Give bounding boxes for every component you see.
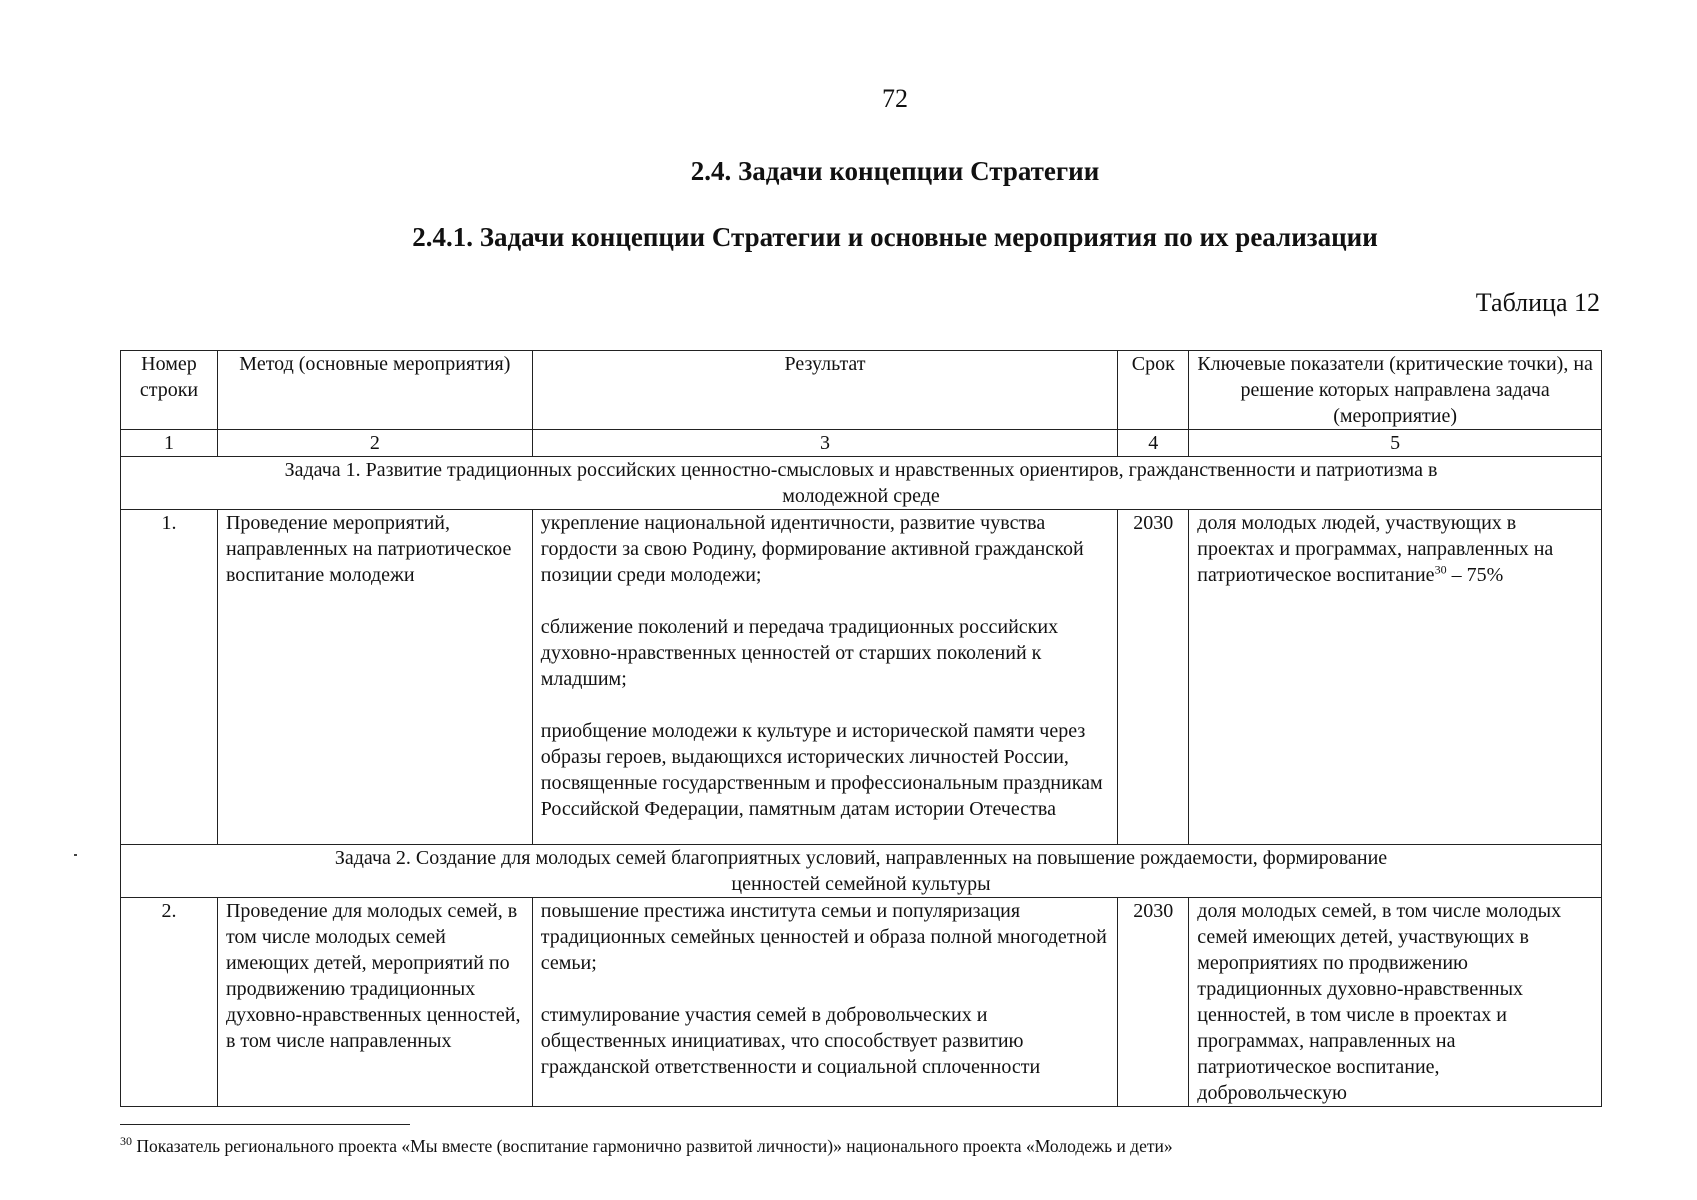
row-deadline: 2030: [1118, 510, 1189, 845]
footnote-reference: 30: [1434, 562, 1447, 577]
footnote-text: Показатель регионального проекта «Мы вместе (воспитание гармонично развитой личности)» национального проекта «Молодежь и дети»: [132, 1136, 1173, 1156]
indicator-value: – 75%: [1446, 564, 1504, 586]
page-number: 72: [882, 84, 908, 113]
row-indicator: доля молодых семей, в том числе молодых семей имеющих детей, участвующих в мероприятиях по продвижению традиционных духовно-нравственных ценностей, в том числе в проектах и программах, направленных на патриотическое воспитание, добровольческую: [1189, 898, 1602, 1107]
result-paragraph: укрепление национальной идентичности, развитие чувства гордости за свою Родину, формирование активной гражданской позиции среди молодежи;: [540, 512, 1084, 586]
row-method: Проведение для молодых семей, в том числе молодых семей имеющих детей, мероприятий по продвижению традиционных духовно-нравственных ценностей, в том числе направленных: [217, 898, 532, 1107]
header-row-number: Номер строки: [121, 351, 218, 430]
table-label: Таблица 12: [1475, 288, 1600, 317]
task-2-title: Задача 2. Создание для молодых семей благоприятных условий, направленных на повышение рождаемости, формирование ценностей семейной культуры: [121, 845, 1602, 898]
footnote-marker: 30: [120, 1134, 132, 1149]
result-paragraph: сближение поколений и передача традиционных российских духовно-нравственных ценностей от старших поколений к младшим;: [540, 616, 1059, 690]
table-row: [121, 898, 1602, 1107]
task-row: [121, 845, 1602, 898]
footnote-separator: [120, 1124, 410, 1125]
column-number: 5: [1189, 430, 1602, 457]
result-paragraph: приобщение молодежи к культуре и исторической памяти через образы героев, выдающихся исторических личностей России, посвященные государственным и профессиональным праздникам Российской Федерации, памятным датам истории Отечества: [540, 720, 1103, 820]
section-heading: 2.4. Задачи концепции Стратегии: [690, 156, 1100, 186]
header-method: Метод (основные мероприятия): [217, 351, 532, 430]
result-paragraph: стимулирование участия семей в добровольческих и общественных инициативах, что способствует развитию гражданской ответственности и социальной сплоченности: [540, 1004, 1041, 1078]
footnote: [120, 1136, 1173, 1157]
task-row: [121, 457, 1602, 510]
row-deadline: 2030: [1118, 898, 1189, 1107]
column-number: 4: [1118, 430, 1189, 457]
table-row: [121, 510, 1602, 845]
row-result: [532, 510, 1118, 845]
column-number: 2: [217, 430, 532, 457]
table-header-row: [121, 351, 1602, 430]
result-paragraph: повышение престижа института семьи и популяризация традиционных семейных ценностей и образа полной многодетной семьи;: [540, 900, 1107, 974]
column-number: 3: [532, 430, 1118, 457]
tasks-table: [120, 350, 1602, 1107]
indicator-text: доля молодых людей, участвующих в проектах и программах, направленных на патриотическое воспитание: [1197, 512, 1554, 586]
header-deadline: Срок: [1118, 351, 1189, 430]
row-number: 1.: [121, 510, 218, 845]
row-method: Проведение мероприятий, направленных на патриотическое воспитание молодежи: [217, 510, 532, 845]
header-indicators: Ключевые показатели (критические точки), на решение которых направлена задача (мероприятие): [1189, 351, 1602, 430]
row-indicator: [1189, 510, 1602, 845]
header-result: Результат: [532, 351, 1118, 430]
subsection-heading: 2.4.1. Задачи концепции Стратегии и основные мероприятия по их реализации: [412, 222, 1378, 252]
scan-speck: [74, 854, 77, 856]
row-number: 2.: [121, 898, 218, 1107]
task-1-title: Задача 1. Развитие традиционных российских ценностно-смысловых и нравственных ориентиров, гражданственности и патриотизма в молодежной среде: [121, 457, 1602, 510]
row-result: [532, 898, 1118, 1107]
column-number: 1: [121, 430, 218, 457]
column-number-row: [121, 430, 1602, 457]
